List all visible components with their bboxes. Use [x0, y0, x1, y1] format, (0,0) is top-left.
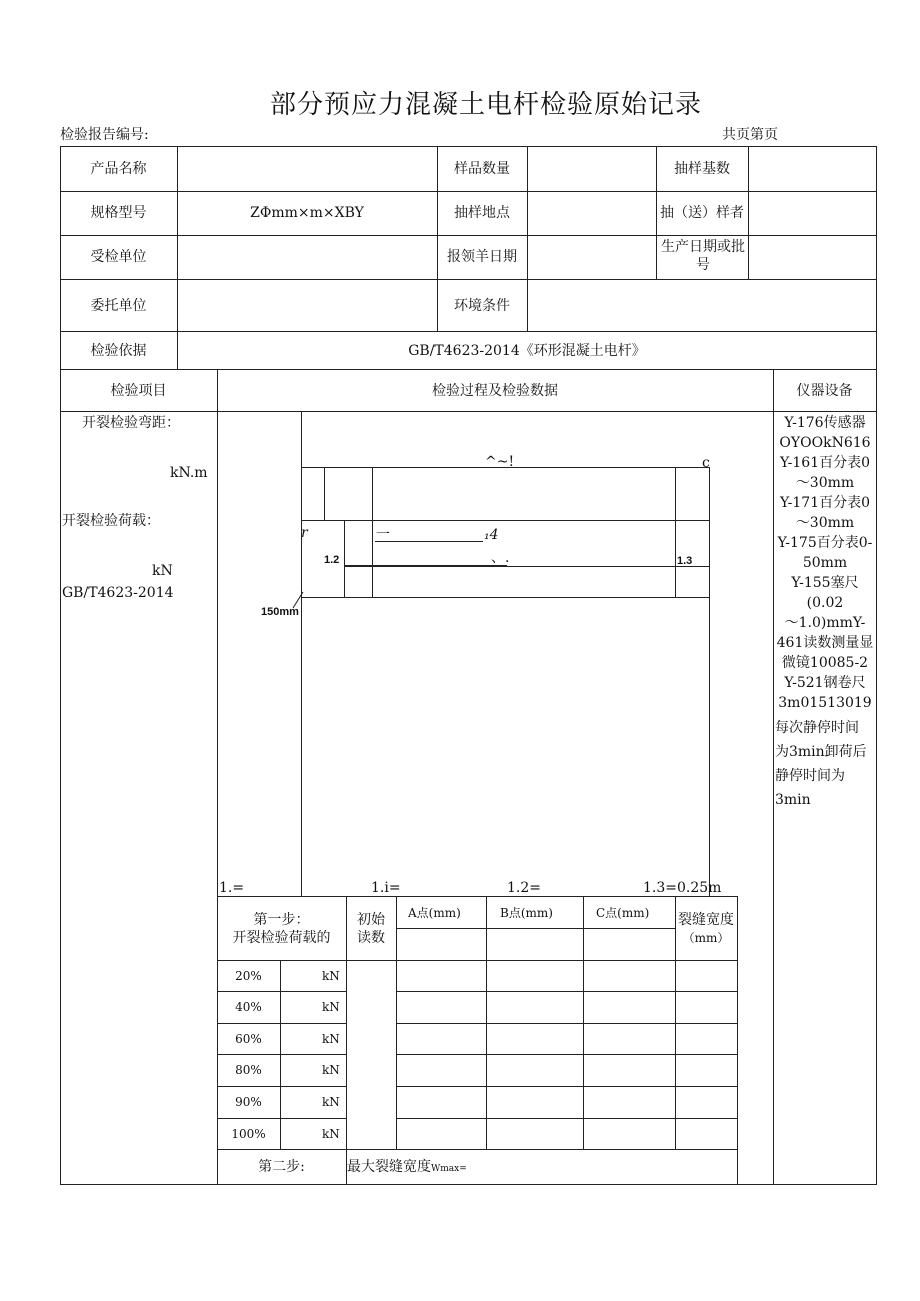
equipment-line: ～30mm: [795, 515, 855, 531]
max-crack-label: [347, 1159, 467, 1177]
col-point-a: A点(mm): [408, 906, 461, 920]
crack-load-unit: kN: [152, 563, 173, 579]
equipment-line: 50mm: [802, 555, 848, 571]
col-point-c: C点(mm): [596, 906, 650, 920]
load-percent: 90%: [235, 1095, 262, 1109]
col-point-b: B点(mm): [500, 906, 553, 920]
diagram-label-150mm: 150mm: [261, 606, 299, 618]
page-count-label: 共页第页: [722, 127, 778, 143]
equipment-note-line: 每次静停时间: [775, 720, 859, 736]
sampling-base-label: 抽样基数: [674, 161, 730, 177]
diagram-label-1-3: 1.3: [677, 555, 693, 567]
equipment-line: OYOOkN616: [779, 435, 871, 451]
basis-value: GB/T4623-2014《环形混凝土电杆》: [408, 343, 646, 359]
equipment-line: 461读数测量显: [776, 635, 874, 651]
initial-reading-line2: 读数: [357, 930, 385, 946]
load-percent: 100%: [231, 1127, 266, 1141]
crack-moment-label: 开裂检验弯距：: [82, 415, 180, 431]
equipment-line: Y-171百分表0: [779, 495, 871, 511]
production-date-label: 生产日期或批号: [661, 239, 745, 273]
diagram-mark-4: ₁4: [484, 527, 499, 543]
step1-line2: 开裂检验荷载的: [232, 930, 331, 946]
receive-date-label: 报领羊日期: [447, 249, 517, 265]
load-percent: 40%: [235, 1000, 262, 1014]
standard-code: GB/T4623-2014: [62, 585, 174, 601]
report-number-label: 检验报告编号:: [60, 127, 149, 143]
step2-label: 第二步:: [258, 1159, 305, 1175]
diagram-length-l1: 1.i=: [371, 880, 401, 896]
load-percent: 80%: [235, 1063, 262, 1077]
diagram-length-l2: 1.2=: [507, 880, 541, 896]
equipment-note-line: 静停时间为: [775, 768, 845, 784]
sampler-label: 抽（送）样者: [660, 205, 744, 221]
max-crack-text: 最大裂缝宽度: [347, 1159, 431, 1175]
equipment-note: [775, 716, 875, 812]
load-unit: kN: [322, 1000, 340, 1014]
load-unit: kN: [322, 1032, 340, 1046]
diagram-mark-dot: 、.: [491, 550, 510, 566]
diagram-top-mark: ^~!: [485, 454, 515, 470]
column-item: 检验项目: [110, 383, 167, 399]
page-title: 部分预应力混凝土电杆检验原始记录: [270, 90, 703, 120]
equipment-note-line: 3min: [775, 792, 811, 808]
inspected-unit-label: 受检单位: [90, 249, 147, 265]
max-crack-sub: Wmax=: [431, 1164, 467, 1174]
equipment-list: [775, 413, 875, 713]
equipment-line: Y-521钢卷尺: [784, 675, 866, 691]
diagram-length-l: 1.=: [219, 880, 245, 896]
load-unit: kN: [322, 1063, 340, 1077]
crack-moment-unit: kN.m: [170, 465, 208, 481]
diagram-length-l3: 1.3=0.25m: [643, 880, 722, 896]
initial-reading-line1: 初始: [357, 912, 385, 928]
equipment-line: ～1.0)mmY-: [784, 615, 866, 631]
load-unit: kN: [322, 969, 340, 983]
column-process: 检验过程及检验数据: [432, 383, 558, 399]
client-unit-label: 委托单位: [90, 298, 147, 314]
diagram-corner-c: c: [702, 455, 710, 471]
product-name-label: 产品名称: [90, 161, 147, 177]
diagram-mark-dash: 一: [376, 527, 390, 543]
basis-label: 检验依据: [90, 343, 147, 359]
diagram-label-1-2: 1.2: [324, 554, 340, 566]
equipment-line: Y-155塞尺(0.02: [791, 575, 859, 611]
spec-value: ZΦmm×m×XBY: [250, 205, 364, 221]
sample-qty-label: 样品数量: [454, 161, 510, 177]
equipment-line: Y-176传感器: [784, 415, 866, 431]
step1-line1: 第一步：: [253, 912, 310, 928]
sampling-place-label: 抽样地点: [454, 205, 510, 221]
load-percent: 60%: [235, 1032, 262, 1046]
equipment-line: ～30mm: [795, 475, 855, 491]
environment-label: 环境条件: [454, 298, 510, 314]
load-percent: 20%: [235, 969, 262, 983]
equipment-line: Y-175百分表0-: [777, 535, 873, 551]
load-unit: kN: [322, 1095, 340, 1109]
equipment-line: 微镜10085-2: [781, 655, 869, 671]
load-unit: kN: [322, 1127, 340, 1141]
equipment-line: 3m01513019: [778, 695, 872, 711]
equipment-note-line: 为3min卸荷后: [775, 744, 867, 760]
crack-width-line1: 裂缝宽度: [678, 912, 734, 928]
column-equipment: 仪器设备: [796, 383, 853, 399]
spec-label: 规格型号: [90, 205, 147, 221]
crack-load-label: 开裂检验荷载：: [62, 513, 160, 529]
crack-width-line2: （mm）: [682, 931, 730, 945]
diagram-mark-r: r: [301, 525, 308, 541]
equipment-line: Y-161百分表0: [779, 455, 871, 471]
